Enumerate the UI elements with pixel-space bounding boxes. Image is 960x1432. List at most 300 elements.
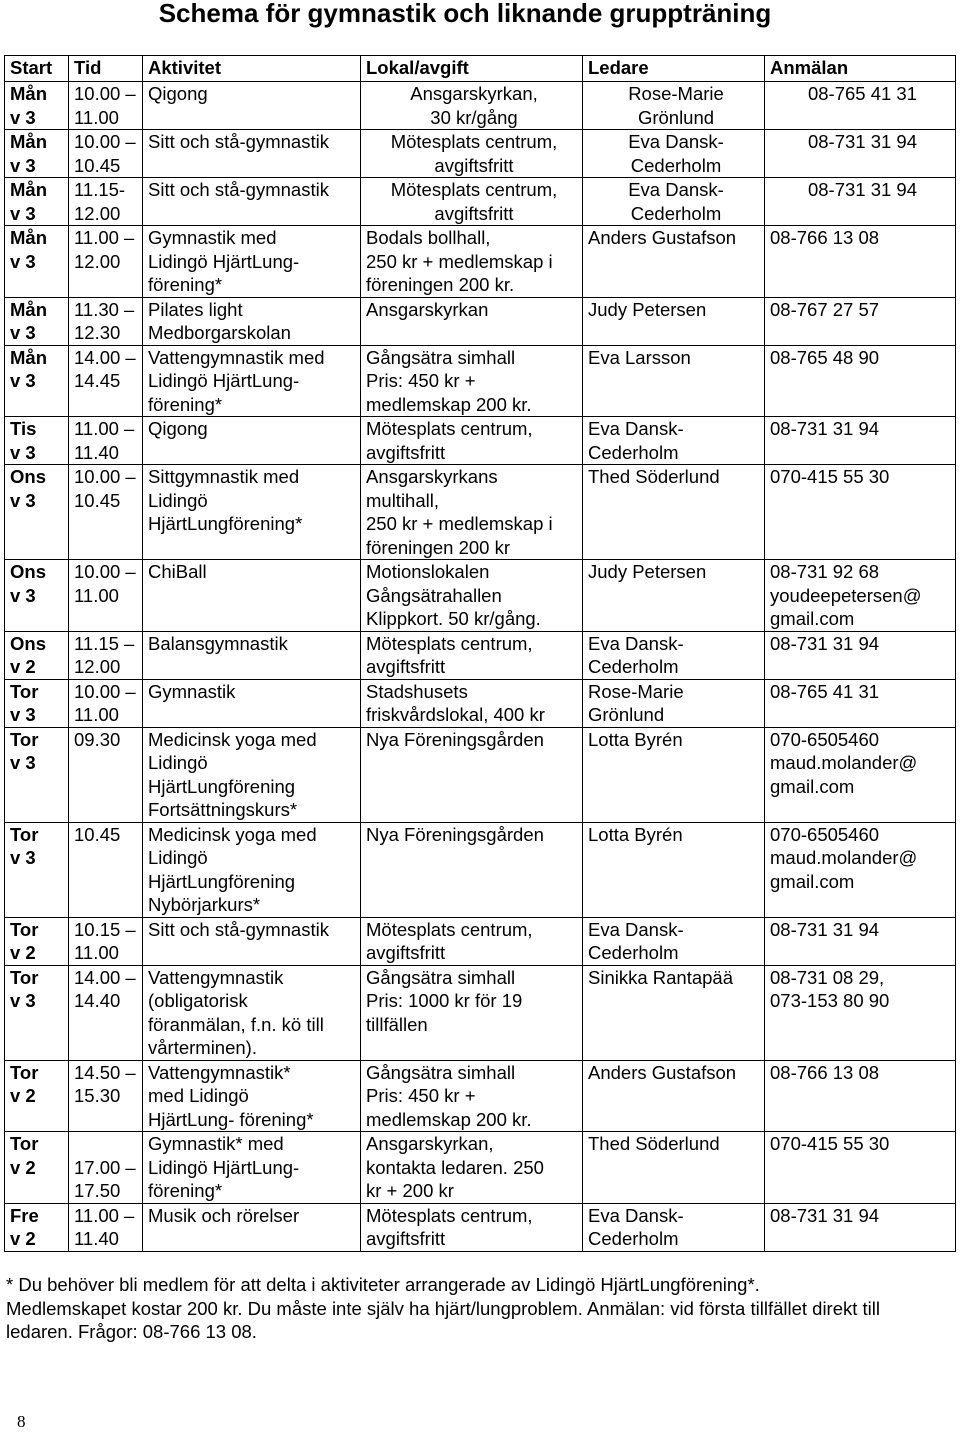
cell-line: 08-731 31 94 (770, 632, 880, 654)
cell-line: Rose-Marie (628, 83, 724, 104)
time-cell (69, 465, 143, 560)
venue-cell (361, 965, 583, 1060)
start-cell (5, 917, 69, 965)
cell-line: Klippkort. 50 kr/gång. (366, 608, 541, 629)
cell-line: youdeepetersen@ (770, 584, 922, 606)
start-cell (5, 417, 69, 465)
cell-line: 08-731 31 94 (770, 418, 880, 439)
cell-line: 17.50 (74, 1180, 121, 1201)
cell-line: 08-731 92 68 (770, 561, 880, 582)
cell-line: v 3 (10, 847, 36, 868)
cell-line: Fortsättningskurs* (148, 799, 298, 820)
header-start: Start (5, 56, 69, 82)
activity-cell (143, 226, 361, 298)
cell-line: v 3 (10, 322, 36, 343)
cell-line: Mån (10, 83, 47, 104)
cell-line: 070-6505460 (770, 728, 880, 750)
table-row (5, 178, 956, 226)
cell-line: Cederholm (588, 656, 679, 677)
leader-cell (583, 1132, 765, 1204)
cell-line: 073-153 80 90 (770, 990, 890, 1011)
cell-line: 12.00 (74, 202, 121, 224)
cell-line: HjärtLung- förening* (148, 1108, 314, 1130)
cell-line: Cederholm (588, 1228, 679, 1249)
leader-cell (583, 130, 765, 178)
table-row (5, 631, 956, 679)
cell-line: Bodals bollhall, (366, 227, 491, 248)
cell-line: Lidingö HjärtLung- (148, 1156, 300, 1178)
cell-line: Gångsätra simhall (366, 346, 516, 368)
cell-line: förening* (148, 393, 223, 415)
activity-cell (143, 465, 361, 560)
leader-cell (583, 417, 765, 465)
cell-line: Pilates light (148, 298, 243, 320)
start-cell (5, 560, 69, 632)
table-row (5, 679, 956, 727)
contact-cell (765, 1060, 956, 1132)
start-cell (5, 465, 69, 560)
venue-cell (361, 226, 583, 298)
cell-line: HjärtLungförening* (148, 513, 303, 534)
leader-cell (583, 178, 765, 226)
cell-line: Thed Söderlund (588, 1133, 720, 1154)
cell-line: Nya Föreningsgården (366, 728, 544, 750)
venue-cell (361, 417, 583, 465)
table-row (5, 1203, 956, 1251)
cell-line: Sitt och stå-gymnastik (148, 179, 329, 200)
contact-cell (765, 965, 956, 1060)
table-row (5, 226, 956, 298)
cell-line: Tor (10, 823, 39, 845)
cell-line: 10.15 – (74, 918, 136, 940)
cell-line: Ansgarskyrkan (366, 298, 489, 320)
cell-line: v 3 (10, 202, 36, 224)
cell-line: v 3 (10, 441, 36, 463)
cell-line: 08-731 31 94 (807, 179, 918, 200)
cell-line: v 2 (10, 1156, 36, 1178)
cell-line: 070-415 55 30 (770, 1133, 890, 1154)
start-cell (5, 965, 69, 1060)
cell-line: friskvårdslokal, 400 kr (366, 704, 545, 725)
cell-line: Musik och rörelser (148, 1204, 300, 1226)
cell-line: Anders Gustafson (588, 1061, 737, 1083)
contact-cell (765, 417, 956, 465)
schedule-table (4, 55, 956, 1252)
activity-cell (143, 560, 361, 632)
cell-line: Balansgymnastik (148, 632, 288, 654)
table-row (5, 1060, 956, 1132)
cell-line: 250 kr + medlemskap i (366, 250, 553, 272)
start-cell (5, 297, 69, 345)
cell-line: Rose-Marie (588, 680, 684, 702)
cell-line: gmail.com (770, 775, 855, 797)
activity-cell (143, 917, 361, 965)
cell-line: avgiftsfritt (366, 1228, 446, 1249)
cell-line: Vattengymnastik* (148, 1061, 291, 1083)
cell-line: Nybörjarkurs* (148, 894, 261, 915)
cell-line: Mån (10, 227, 47, 248)
cell-line: gmail.com (770, 608, 855, 629)
cell-line: Qigong (148, 83, 208, 104)
time-cell (69, 917, 143, 965)
cell-line: Ansgarskyrkans (366, 466, 498, 487)
cell-line: multihall, (366, 489, 439, 511)
cell-line: Cederholm (588, 942, 679, 963)
cell-line: 14.50 – (74, 1061, 136, 1083)
cell-line: 11.30 – (74, 298, 135, 320)
leader-cell (583, 560, 765, 632)
cell-line: Fre (10, 1204, 39, 1226)
cell-line: 12.00 (74, 656, 121, 677)
start-cell (5, 1203, 69, 1251)
cell-line: föranmälan, f.n. kö till (148, 1013, 324, 1035)
cell-line: Sinikka Rantapää (588, 966, 734, 988)
cell-line: Tis (10, 418, 37, 439)
cell-line: 070-6505460 (770, 823, 880, 845)
cell-line: avgiftsfritt (366, 441, 446, 463)
venue-cell (361, 679, 583, 727)
activity-cell (143, 679, 361, 727)
cell-line: Mötesplats centrum, (390, 131, 558, 152)
start-cell (5, 1132, 69, 1204)
cell-line: Medborgarskolan (148, 322, 291, 343)
cell-line: med Lidingö (148, 1085, 249, 1106)
cell-line: v 3 (10, 752, 36, 773)
table-row (5, 560, 956, 632)
cell-line: 08-766 13 08 (770, 1061, 880, 1083)
cell-line: v 2 (10, 942, 36, 963)
start-cell (5, 822, 69, 917)
cell-line: v 3 (10, 154, 36, 176)
cell-line: Qigong (148, 418, 208, 439)
cell-line: Pris: 1000 kr för 19 (366, 990, 523, 1011)
leader-cell (583, 631, 765, 679)
time-cell (69, 822, 143, 917)
time-cell (69, 631, 143, 679)
cell-line: Ansgarskyrkan, (366, 1133, 494, 1154)
start-cell (5, 178, 69, 226)
cell-line: 10.45 (74, 489, 121, 511)
cell-line: 14.00 – (74, 966, 136, 988)
cell-line: Lidingö (148, 752, 208, 773)
cell-line: kr + 200 kr (366, 1180, 454, 1201)
cell-line: Mötesplats centrum, (366, 918, 533, 940)
cell-line: Tor (10, 1061, 39, 1083)
cell-line: 08-765 41 31 (770, 680, 880, 702)
cell-line: Mötesplats centrum, (366, 632, 533, 654)
cell-line: v 3 (10, 584, 36, 606)
cell-line: 11.00 (74, 584, 119, 606)
cell-line: 09.30 (74, 728, 121, 750)
leader-cell (583, 727, 765, 822)
header-time: Tid (69, 56, 143, 82)
cell-line: Eva Dansk- (628, 179, 724, 200)
start-cell (5, 130, 69, 178)
leader-cell (583, 82, 765, 130)
cell-line: 11.15- (74, 179, 126, 200)
cell-line (74, 1132, 142, 1156)
cell-line: 10.00 – (74, 466, 136, 487)
cell-line: 08-765 41 31 (807, 83, 918, 104)
cell-line: förening* (148, 1180, 223, 1201)
header-activity: Aktivitet (143, 56, 361, 82)
cell-line: Judy Petersen (588, 298, 707, 320)
contact-cell (765, 130, 956, 178)
cell-line: förening* (148, 274, 223, 295)
cell-line: 10.00 – (74, 561, 136, 582)
leader-cell (583, 1203, 765, 1251)
cell-line: v 2 (10, 1228, 36, 1249)
activity-cell (143, 178, 361, 226)
cell-line: 08-731 31 94 (807, 131, 918, 152)
cell-line: 11.40 (74, 1228, 119, 1249)
time-cell (69, 226, 143, 298)
cell-line: Sitt och stå-gymnastik (148, 918, 329, 940)
cell-line: 11.00 – (74, 1204, 135, 1226)
cell-line: 14.40 (74, 990, 121, 1011)
cell-line: v 3 (10, 704, 36, 725)
cell-line: Cederholm (630, 202, 722, 224)
cell-line: Gymnastik med (148, 227, 277, 248)
contact-cell (765, 631, 956, 679)
cell-line: avgiftsfritt (366, 656, 446, 677)
time-cell (69, 297, 143, 345)
cell-line: v 3 (10, 250, 36, 272)
contact-cell (765, 1203, 956, 1251)
venue-cell (361, 1203, 583, 1251)
venue-cell (361, 727, 583, 822)
cell-line: maud.molander@ (770, 752, 918, 773)
cell-line: kontakta ledaren. 250 (366, 1156, 544, 1178)
cell-line: 11.00 (74, 704, 119, 725)
cell-line: Vattengymnastik (148, 966, 284, 988)
footnote-line: * Du behöver bli medlem för att delta i aktiviteter arrangerade av Lidingö HjärtLungförening*. (6, 1274, 760, 1295)
time-cell (69, 727, 143, 822)
cell-line: 10.45 (74, 154, 121, 176)
cell-line: Grönlund (588, 704, 665, 725)
cell-line: Judy Petersen (588, 561, 707, 582)
cell-line: Eva Dansk- (588, 918, 684, 940)
contact-cell (765, 1132, 956, 1204)
cell-line: Lidingö (148, 847, 208, 868)
cell-line: Sitt och stå-gymnastik (148, 131, 329, 152)
header-leader: Ledare (583, 56, 765, 82)
cell-line: 250 kr + medlemskap i (366, 513, 553, 534)
cell-line: 14.45 (74, 370, 121, 391)
table-row (5, 727, 956, 822)
cell-line: Eva Dansk- (588, 418, 684, 439)
activity-cell (143, 1060, 361, 1132)
activity-cell (143, 1203, 361, 1251)
table-row (5, 1132, 956, 1204)
cell-line: Tor (10, 966, 39, 988)
cell-line: Vattengymnastik med (148, 346, 325, 368)
cell-line: Lidingö HjärtLung- (148, 250, 300, 272)
contact-cell (765, 679, 956, 727)
cell-line: Nya Föreningsgården (366, 823, 544, 845)
cell-line: 10.45 (74, 823, 121, 845)
cell-line: ChiBall (148, 561, 207, 582)
page-number: 8 (17, 1412, 26, 1431)
leader-cell (583, 297, 765, 345)
venue-cell (361, 1132, 583, 1204)
activity-cell (143, 631, 361, 679)
cell-line: Ansgarskyrkan, (410, 83, 538, 104)
cell-line: Mån (10, 298, 47, 320)
cell-line: HjärtLungförening (148, 870, 296, 892)
venue-cell (361, 1060, 583, 1132)
start-cell (5, 727, 69, 822)
activity-cell (143, 1132, 361, 1204)
cell-line: v 3 (10, 370, 36, 391)
cell-line: Eva Dansk- (588, 632, 684, 654)
cell-line: Mån (10, 346, 47, 368)
cell-line: gmail.com (770, 870, 855, 892)
cell-line: Cederholm (630, 154, 722, 176)
cell-line: Cederholm (588, 441, 679, 463)
cell-line: Pris: 450 kr + (366, 1085, 476, 1106)
contact-cell (765, 178, 956, 226)
cell-line: 08-731 31 94 (770, 1204, 880, 1226)
cell-line: föreningen 200 kr. (366, 274, 515, 295)
cell-line: v 3 (10, 990, 36, 1011)
cell-line: avgiftsfritt (434, 202, 514, 224)
header-venue-fee: Lokal/avgift (361, 56, 583, 82)
start-cell (5, 679, 69, 727)
cell-line: Mån (10, 179, 47, 200)
cell-line: Motionslokalen (366, 561, 490, 582)
table-row (5, 822, 956, 917)
start-cell (5, 345, 69, 417)
cell-line: (obligatorisk (148, 990, 248, 1011)
footnote-line: Medlemskapet kostar 200 kr. Du måste inte själv ha hjärt/lungproblem. Anmälan: vid första tillfället direkt till ledaren. Frågor: 08-766 13 08. (6, 1297, 881, 1342)
cell-line: Gymnastik* med (148, 1133, 284, 1154)
contact-cell (765, 226, 956, 298)
leader-cell (583, 965, 765, 1060)
cell-line: 11.15 – (74, 632, 135, 654)
table-header-row (5, 56, 956, 82)
cell-line: maud.molander@ (770, 847, 918, 868)
footnote (6, 1273, 951, 1344)
time-cell (69, 679, 143, 727)
table-row (5, 917, 956, 965)
cell-line: 08-731 31 94 (770, 918, 880, 940)
cell-line: Mån (10, 131, 47, 152)
cell-line: avgiftsfritt (366, 942, 446, 963)
cell-line: Medicinsk yoga med (148, 823, 317, 845)
table-row (5, 297, 956, 345)
cell-line: 08-765 48 90 (770, 346, 880, 368)
table-row (5, 417, 956, 465)
activity-cell (143, 822, 361, 917)
leader-cell (583, 465, 765, 560)
cell-line: v 2 (10, 656, 36, 677)
contact-cell (765, 822, 956, 917)
time-cell (69, 560, 143, 632)
leader-cell (583, 226, 765, 298)
schedule-body (5, 82, 956, 1252)
cell-line: 17.00 – (74, 1156, 136, 1178)
contact-cell (765, 465, 956, 560)
page-title: Schema för gymnastik och liknande gruppträning (158, 0, 772, 28)
cell-line: Mötesplats centrum, (366, 418, 533, 439)
cell-line: Lotta Byrén (588, 728, 683, 750)
activity-cell (143, 297, 361, 345)
cell-line: Tor (10, 918, 39, 940)
time-cell (69, 178, 143, 226)
cell-line: 12.30 (74, 322, 121, 343)
contact-cell (765, 297, 956, 345)
start-cell (5, 631, 69, 679)
time-cell (69, 1203, 143, 1251)
leader-cell (583, 679, 765, 727)
cell-line: Pris: 450 kr + (366, 370, 476, 391)
time-cell (69, 130, 143, 178)
cell-line: 070-415 55 30 (770, 466, 890, 487)
cell-line: vårterminen). (148, 1037, 257, 1058)
start-cell (5, 82, 69, 130)
cell-line: 11.00 (74, 106, 119, 128)
activity-cell (143, 965, 361, 1060)
activity-cell (143, 417, 361, 465)
cell-line: 11.40 (74, 441, 119, 463)
contact-cell (765, 560, 956, 632)
contact-cell (765, 727, 956, 822)
cell-line: Medicinsk yoga med (148, 728, 317, 750)
cell-line: HjärtLungförening (148, 775, 296, 797)
cell-line: Stadshusets (366, 680, 468, 702)
cell-line: 08-766 13 08 (770, 227, 880, 248)
cell-line: Gångsätra simhall (366, 1061, 516, 1083)
leader-cell (583, 917, 765, 965)
time-cell (69, 345, 143, 417)
activity-cell (143, 130, 361, 178)
cell-line: 08-731 08 29, (770, 966, 885, 988)
cell-line: Eva Dansk- (588, 1204, 684, 1226)
time-cell (69, 1060, 143, 1132)
table-row (5, 130, 956, 178)
cell-line: v 3 (10, 489, 36, 511)
venue-cell (361, 631, 583, 679)
cell-line: Ons (10, 466, 46, 487)
activity-cell (143, 82, 361, 130)
table-row (5, 82, 956, 130)
table-row (5, 465, 956, 560)
cell-line: 10.00 – (74, 131, 136, 152)
start-cell (5, 226, 69, 298)
leader-cell (583, 822, 765, 917)
cell-line: Mötesplats centrum, (366, 1204, 533, 1226)
cell-line: Tor (10, 680, 39, 702)
cell-line: 30 kr/gång (430, 106, 518, 128)
table-row (5, 345, 956, 417)
cell-line: v 3 (10, 106, 36, 128)
cell-line: Tor (10, 1133, 39, 1154)
cell-line: Ons (10, 632, 46, 654)
start-cell (5, 1060, 69, 1132)
cell-line: 10.00 – (74, 680, 136, 702)
time-cell (69, 417, 143, 465)
cell-line: Anders Gustafson (588, 227, 737, 248)
cell-line: Tor (10, 728, 39, 750)
time-cell (69, 82, 143, 130)
cell-line: föreningen 200 kr (366, 536, 510, 558)
cell-line: 08-767 27 57 (770, 298, 880, 320)
venue-cell (361, 130, 583, 178)
cell-line: 14.00 – (74, 346, 136, 368)
cell-line: 12.00 (74, 250, 121, 272)
cell-line: Grönlund (637, 106, 715, 128)
